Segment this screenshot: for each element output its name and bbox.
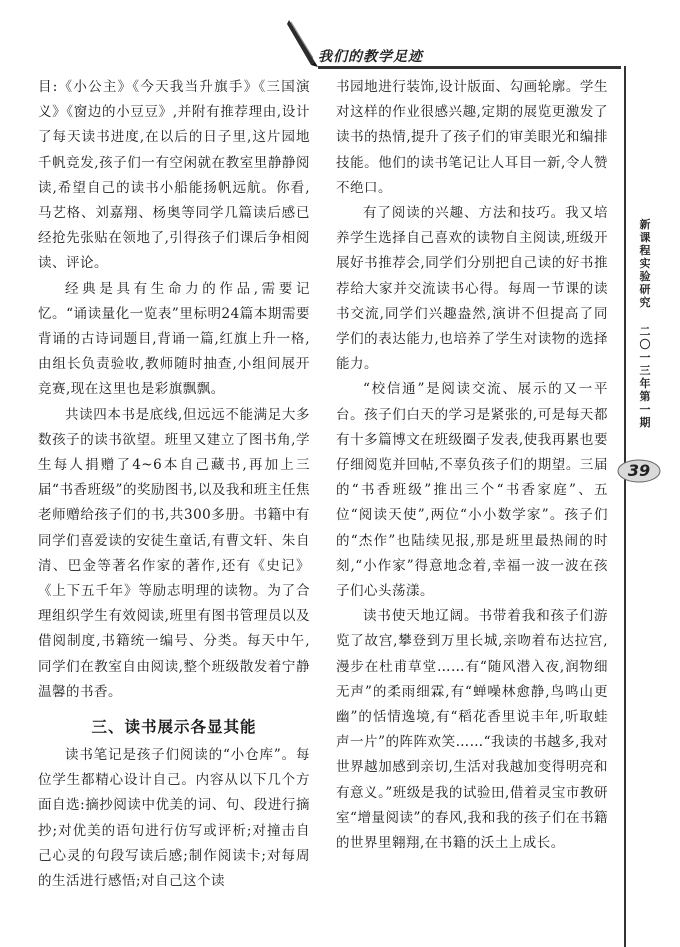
issue-label: 二〇一三年 第一期 [639,325,651,429]
paragraph: 有了阅读的兴趣、方法和技巧。我又培养学生选择自己喜欢的读物自主阅读,班级开展好书推荐会,同学们分别把自己读的好书推荐给大家并交流读书心得。每周一节课的读书交流,同学们兴趣盎然,演讲不但提高了同学们的表达能力,也培养了学生对读物的选择能力。 [336,205,608,373]
header-rule [318,66,621,69]
paragraph: 经典是具有生命力的作品,需要记忆。“诵读量化一览表”里标明24篇本期需要背诵的古诗词题目,背诵一篇,红旗上升一格,由组长负责验收,教师随时抽查,小组间展开竞赛,现在这里也是彩旗飘飘。 [38,280,310,398]
right-column [336,75,608,856]
paragraph: “校信通”是阅读交流、展示的又一平台。孩子们白天的学习是紧张的,可是每天都有十多篇博文在班级圈子发表,使我再累也要仔细阅览并回帖,不辜负孩子们的期望。三届的“书香班级”推出三个“书香家庭”、五位“阅读天使”,两位“小小数学家”。孩子们的“杰作”也陆续见报,那是班里最热闹的时刻,“小作家”得意地念着,幸福一波一波在孩子们心头荡漾。 [336,381,608,600]
paragraph: 共读四本书是底线,但远远不能满足大多数孩子的读书欲望。班里又建立了图书角,学生每人捐赠了4~6本自己藏书,再加上三届“书香班级”的奖励图书,以及我和班主任焦老师赠给孩子们的书,共300多册。书籍中有同学们喜爱读的安徒生童话,有曹文轩、朱自清、巴金等著名作家的著作,还有《史记》《上下五千年》等励志明理的读物。为了合理组织学生有效阅读,班里有图书管理员以及借阅制度,书籍统一编号、分类。每天中午,同学们在教室自由阅读,整个班级散发着宁静温馨的书香。 [38,406,310,700]
left-column [38,75,310,894]
paragraph: 读书使天地辽阔。书带着我和孩子们游览了故宫,攀登到万里长城,亲吻着布达拉宫,漫步在杜甫草堂……有“随风潜入夜,润物细无声”的柔雨细霖,有“蝉噪林愈静,鸟鸣山更幽”的恬情逸境,有“稻花香里说丰年,听取蛙声一片”的阵阵欢笑……“我读的书越多,我对世界越加感到亲切,生活对我越加变得明亮和有意义。”班级是我的试验田,借着灵宝市教研室“增量阅读”的春风,我和我的孩子们在书籍的世界里翱翔,在书籍的沃土上成长。 [336,608,608,852]
paragraph: 读书笔记是孩子们阅读的“小仓库”。每位学生都精心设计自己。内容从以下几个方面自选:摘抄阅读中优美的词、句、段进行摘抄;对优美的语句进行仿写或评析;对撞击自己心灵的句段写读后感;制作阅读卡;对每周的生活进行感悟;对自己这个读 [38,747,310,890]
pen-icon [285,18,321,68]
section-heading: 三、读书展示各显其能 [91,718,257,737]
page-number-badge [616,458,662,484]
page-header [0,0,680,70]
paragraph: 书园地进行装饰,设计版面、勾画轮廓。学生对这样的作业很感兴趣,定期的展览更激发了读书的热情,提升了孩子们的审美眼光和编排技能。他们的读书笔记让人耳目一新,令人赞不绝口。 [336,79,608,196]
page-number: 39 [627,461,651,480]
header-title: 我们的教学足迹 [318,49,423,65]
sidebar-rule [624,66,626,947]
paragraph: 目:《小公主》《今天我当升旗手》《三国演义》《窗边的小豆豆》,并附有推荐理由,设计了每天读书进度,在以后的日子里,这片园地千帆竞发,孩子们一有空闲就在教室里静静阅读,希望自己的读书小船能扬帆远航。你看,马艺格、刘嘉翔、杨奥等同学几篇读后感已经抢先张贴在领地了,引得孩子们课后争相阅读、评论。 [38,79,310,272]
journal-name: 新课程实验研究 [639,218,651,309]
